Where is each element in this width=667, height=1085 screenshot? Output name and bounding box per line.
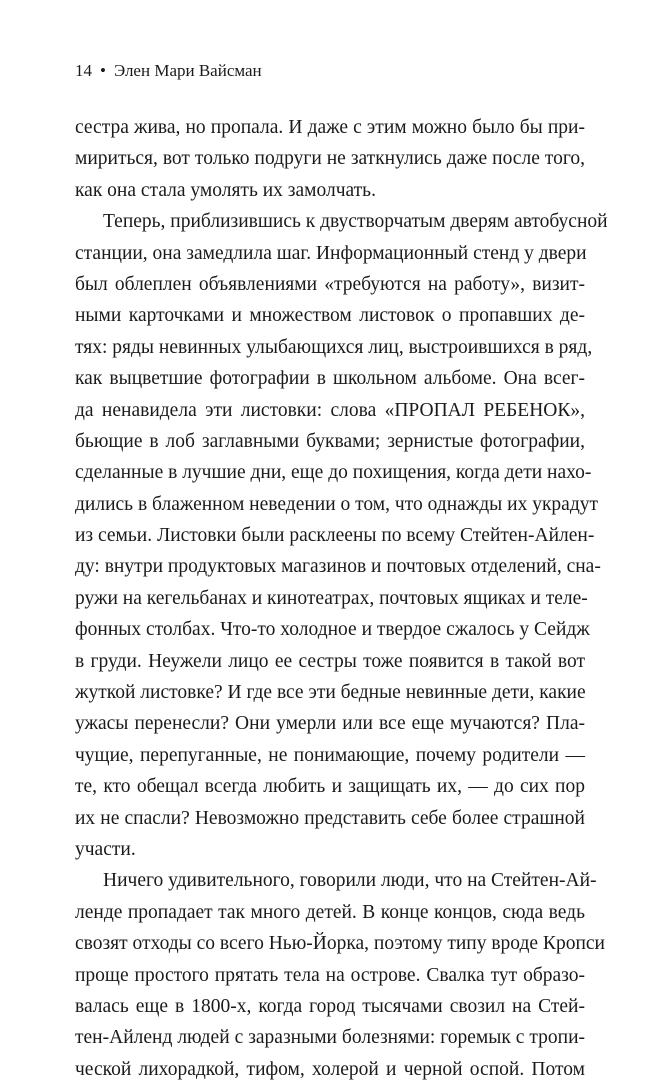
- text-line: тях: ряды невинных улыбающихся лиц, выстроившихся в ряд,: [75, 336, 593, 358]
- text-line: ческой лихорадкой, тифом, холерой и черной оспой. Потом: [75, 1058, 585, 1080]
- text-line: чущие, перепуганные, не понимающие, почему родители —: [75, 744, 585, 766]
- text-line: как она стала умолять их замолчать.: [75, 179, 376, 201]
- text-line: ужасы перенесли? Они умерли или все еще мучаются? Пла-: [75, 713, 585, 735]
- text-line: валась еще в 1800-х, когда город тысячами свозил на Стей-: [75, 995, 585, 1017]
- text-line: дились в блаженном неведении о том, что однажды их украдут: [75, 493, 599, 515]
- body-text: [75, 112, 608, 1085]
- text-line: свозят отходы со всего Нью-Йорка, поэтому типу вроде Кропси: [75, 933, 605, 955]
- text-line: ружи на кегельбанах и кинотеатрах, почтовых ящиках и теле-: [75, 587, 588, 609]
- text-line: те, кто обещал всегда любить и защищать их, — до сих пор: [75, 776, 585, 798]
- text-line: проще простого прятать тела на острове. Свалка тут образо-: [75, 964, 585, 986]
- header-separator: •: [100, 61, 106, 80]
- text-line: ленде пропадает так много детей. В конце концов, сюда ведь: [75, 901, 585, 923]
- text-line: из семьи. Листовки были расклеены по всему Стейтен-Айлен-: [75, 525, 595, 547]
- text-line: ными карточками и множеством листовок о пропавших де-: [75, 305, 585, 327]
- text-line: сделанные в лучшие дни, еще до похищения, когда дети нахо-: [75, 462, 592, 484]
- text-line: да ненавидела эти листовки: слова «ПРОПАЛ РЕБЕНОК»,: [75, 399, 585, 421]
- text-line: станции, она замедлила шаг. Информационный стенд у двери: [75, 242, 587, 264]
- text-line: фонных столбах. Что-то холодное и твердое сжалось у Сейдж: [75, 619, 590, 641]
- text-line: их не спасли? Невозможно представить себе более страшной: [75, 807, 585, 829]
- text-line: тен-Айленд людей с заразными болезнями: горемык с тропи-: [75, 1027, 585, 1049]
- author-name: Элен Мари Вайсман: [113, 61, 262, 80]
- text-line: Теперь, приблизившись к двустворчатым дверям автобусной: [103, 211, 608, 233]
- text-line: жуткой листовке? И где все эти бедные невинные дети, какие: [75, 682, 586, 704]
- text-line: Ничего удивительного, говорили люди, что на Стейтен-Ай-: [103, 870, 597, 892]
- text-line: в груди. Неужели лицо ее сестры тоже появится в такой вот: [75, 650, 585, 672]
- text-line: бьющие в лоб заглавными буквами; зернистые фотографии,: [75, 430, 585, 452]
- text-line: мириться, вот только подруги не заткнулись даже после того,: [75, 148, 585, 170]
- running-head: [75, 60, 262, 82]
- page-number: 14: [75, 61, 92, 80]
- text-line: сестра жива, но пропала. И даже с этим можно было бы при-: [75, 117, 585, 138]
- text-line: ду: внутри продуктовых магазинов и почтовых отделений, сна-: [75, 556, 601, 578]
- text-line: был облеплен объявлениями «требуются на работу», визит-: [75, 273, 585, 295]
- text-line: участи.: [75, 838, 136, 860]
- text-line: как выцветшие фотографии в школьном альбоме. Она всег-: [75, 368, 585, 390]
